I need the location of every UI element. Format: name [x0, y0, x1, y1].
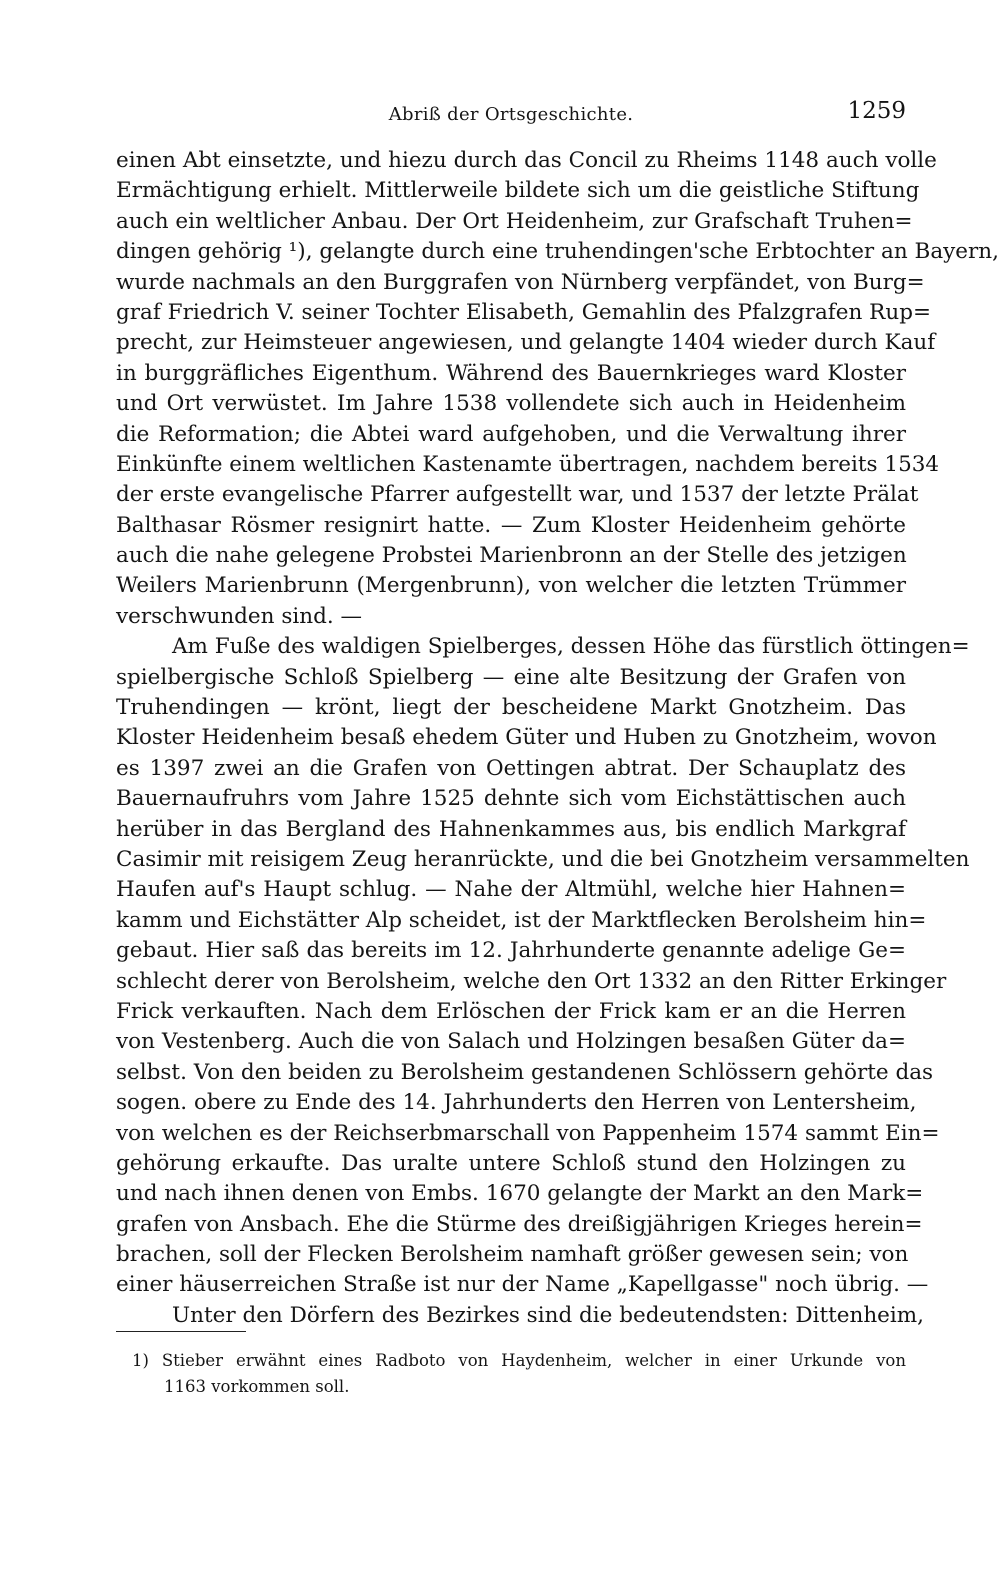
text-line: und nach ihnen denen von Embs. 1670 gelangte der Markt an den Mark=	[116, 1181, 924, 1207]
text-line: sogen. obere zu Ende des 14. Jahrhunderts den Herren von Lentersheim,	[116, 1090, 917, 1116]
text-line: gebaut. Hier saß das bereits im 12. Jahrhunderte genannte adelige Ge=	[116, 938, 906, 964]
text-line: der erste evangelische Pfarrer aufgestellt war, und 1537 der letzte Prälat	[116, 482, 919, 508]
footnote-divider	[116, 1331, 246, 1332]
text-line: schlecht derer von Berolsheim, welche den Ort 1332 an den Ritter Erkinger	[116, 968, 947, 994]
footnote-line: 1) Stieber erwähnt eines Radboto von Haydenheim, welcher in einer Urkunde von	[132, 1351, 906, 1370]
text-line: Unter den Dörfern des Bezirkes sind die bedeutendsten: Dittenheim,	[172, 1302, 924, 1328]
text-line: einer häuserreichen Straße ist nur der Name „Kapellgasse" noch übrig. —	[116, 1272, 929, 1298]
text-line: Bauernaufruhrs vom Jahre 1525 dehnte sich vom Eichstättischen auch	[116, 786, 906, 812]
text-line: herüber in das Bergland des Hahnenkammes aus, bis endlich Markgraf	[116, 816, 906, 842]
page-header	[116, 98, 906, 134]
text-line: Weilers Marienbrunn (Mergenbrunn), von welcher die letzten Trümmer	[116, 573, 906, 599]
running-title: Abriß der Ortsgeschichte.	[388, 104, 634, 125]
text-line: und Ort verwüstet. Im Jahre 1538 vollendete sich auch in Heidenheim	[116, 391, 906, 417]
text-line: Kloster Heidenheim besaß ehedem Güter und Huben zu Gnotzheim, wovon	[116, 725, 937, 751]
text-line: Ermächtigung erhielt. Mittlerweile bildete sich um die geistliche Stiftung	[116, 178, 920, 204]
text-line: auch ein weltlicher Anbau. Der Ort Heidenheim, zur Grafschaft Truhen=	[116, 208, 913, 234]
text-line: einen Abt einsetzte, und hiezu durch das Concil zu Rheims 1148 auch volle	[116, 148, 937, 173]
text-line: von welchen es der Reichserbmarschall von Pappenheim 1574 sammt Ein=	[116, 1120, 940, 1146]
text-line: precht, zur Heimsteuer angewiesen, und gelangte 1404 wieder durch Kauf	[116, 330, 936, 356]
text-line: Frick verkauften. Nach dem Erlöschen der Frick kam er an die Herren	[116, 998, 906, 1024]
text-line: in burggräfliches Eigenthum. Während des Bauernkrieges ward Kloster	[116, 360, 906, 386]
text-line: Truhendingen — krönt, liegt der bescheidene Markt Gnotzheim. Das	[116, 695, 906, 721]
text-line: auch die nahe gelegene Probstei Marienbronn an der Stelle des jetzigen	[116, 543, 907, 569]
text-line: grafen von Ansbach. Ehe die Stürme des dreißigjährigen Krieges herein=	[116, 1211, 923, 1237]
text-line: wurde nachmals an den Burggrafen von Nürnberg verpfändet, von Burg=	[116, 269, 925, 295]
text-line: Casimir mit reisigem Zeug heranrückte, und die bei Gnotzheim versammelten	[116, 846, 970, 872]
text-line: gehörung erkaufte. Das uralte untere Schloß stund den Holzingen zu	[116, 1150, 906, 1176]
text-line: dingen gehörig ¹), gelangte durch eine truhendingen'sche Erbtochter an Bayern,	[116, 239, 999, 265]
text-line: es 1397 zwei an die Grafen von Oettingen abtrat. Der Schauplatz des	[116, 755, 906, 781]
text-line: Haufen auf's Haupt schlug. — Nahe der Altmühl, welche hier Hahnen=	[116, 877, 906, 903]
text-line: graf Friedrich V. seiner Tochter Elisabeth, Gemahlin des Pfalzgrafen Rup=	[116, 299, 931, 325]
footnote-line: 1163 vorkommen soll.	[164, 1377, 350, 1396]
text-line: Einkünfte einem weltlichen Kastenamte übertragen, nachdem bereits 1534	[116, 451, 940, 477]
text-line: Am Fuße des waldigen Spielberges, dessen Höhe das fürstlich öttingen=	[172, 634, 970, 660]
text-line: Balthasar Rösmer resignirt hatte. — Zum Kloster Heidenheim gehörte	[116, 512, 906, 538]
body-text	[116, 146, 999, 1331]
text-line: von Vestenberg. Auch die von Salach und Holzingen besaßen Güter da=	[116, 1029, 906, 1055]
page-number: 1259	[847, 98, 906, 124]
text-line: die Reformation; die Abtei ward aufgehoben, und die Verwaltung ihrer	[116, 421, 906, 447]
text-line: kamm und Eichstätter Alp scheidet, ist der Marktflecken Berolsheim hin=	[116, 907, 927, 933]
text-line: spielbergische Schloß Spielberg — eine alte Besitzung der Grafen von	[116, 664, 906, 690]
text-line: selbst. Von den beiden zu Berolsheim gestandenen Schlössern gehörte das	[116, 1059, 934, 1085]
footnote	[132, 1348, 906, 1400]
text-line: verschwunden sind. —	[116, 603, 363, 629]
text-line: brachen, soll der Flecken Berolsheim namhaft größer gewesen sein; von	[116, 1242, 909, 1268]
